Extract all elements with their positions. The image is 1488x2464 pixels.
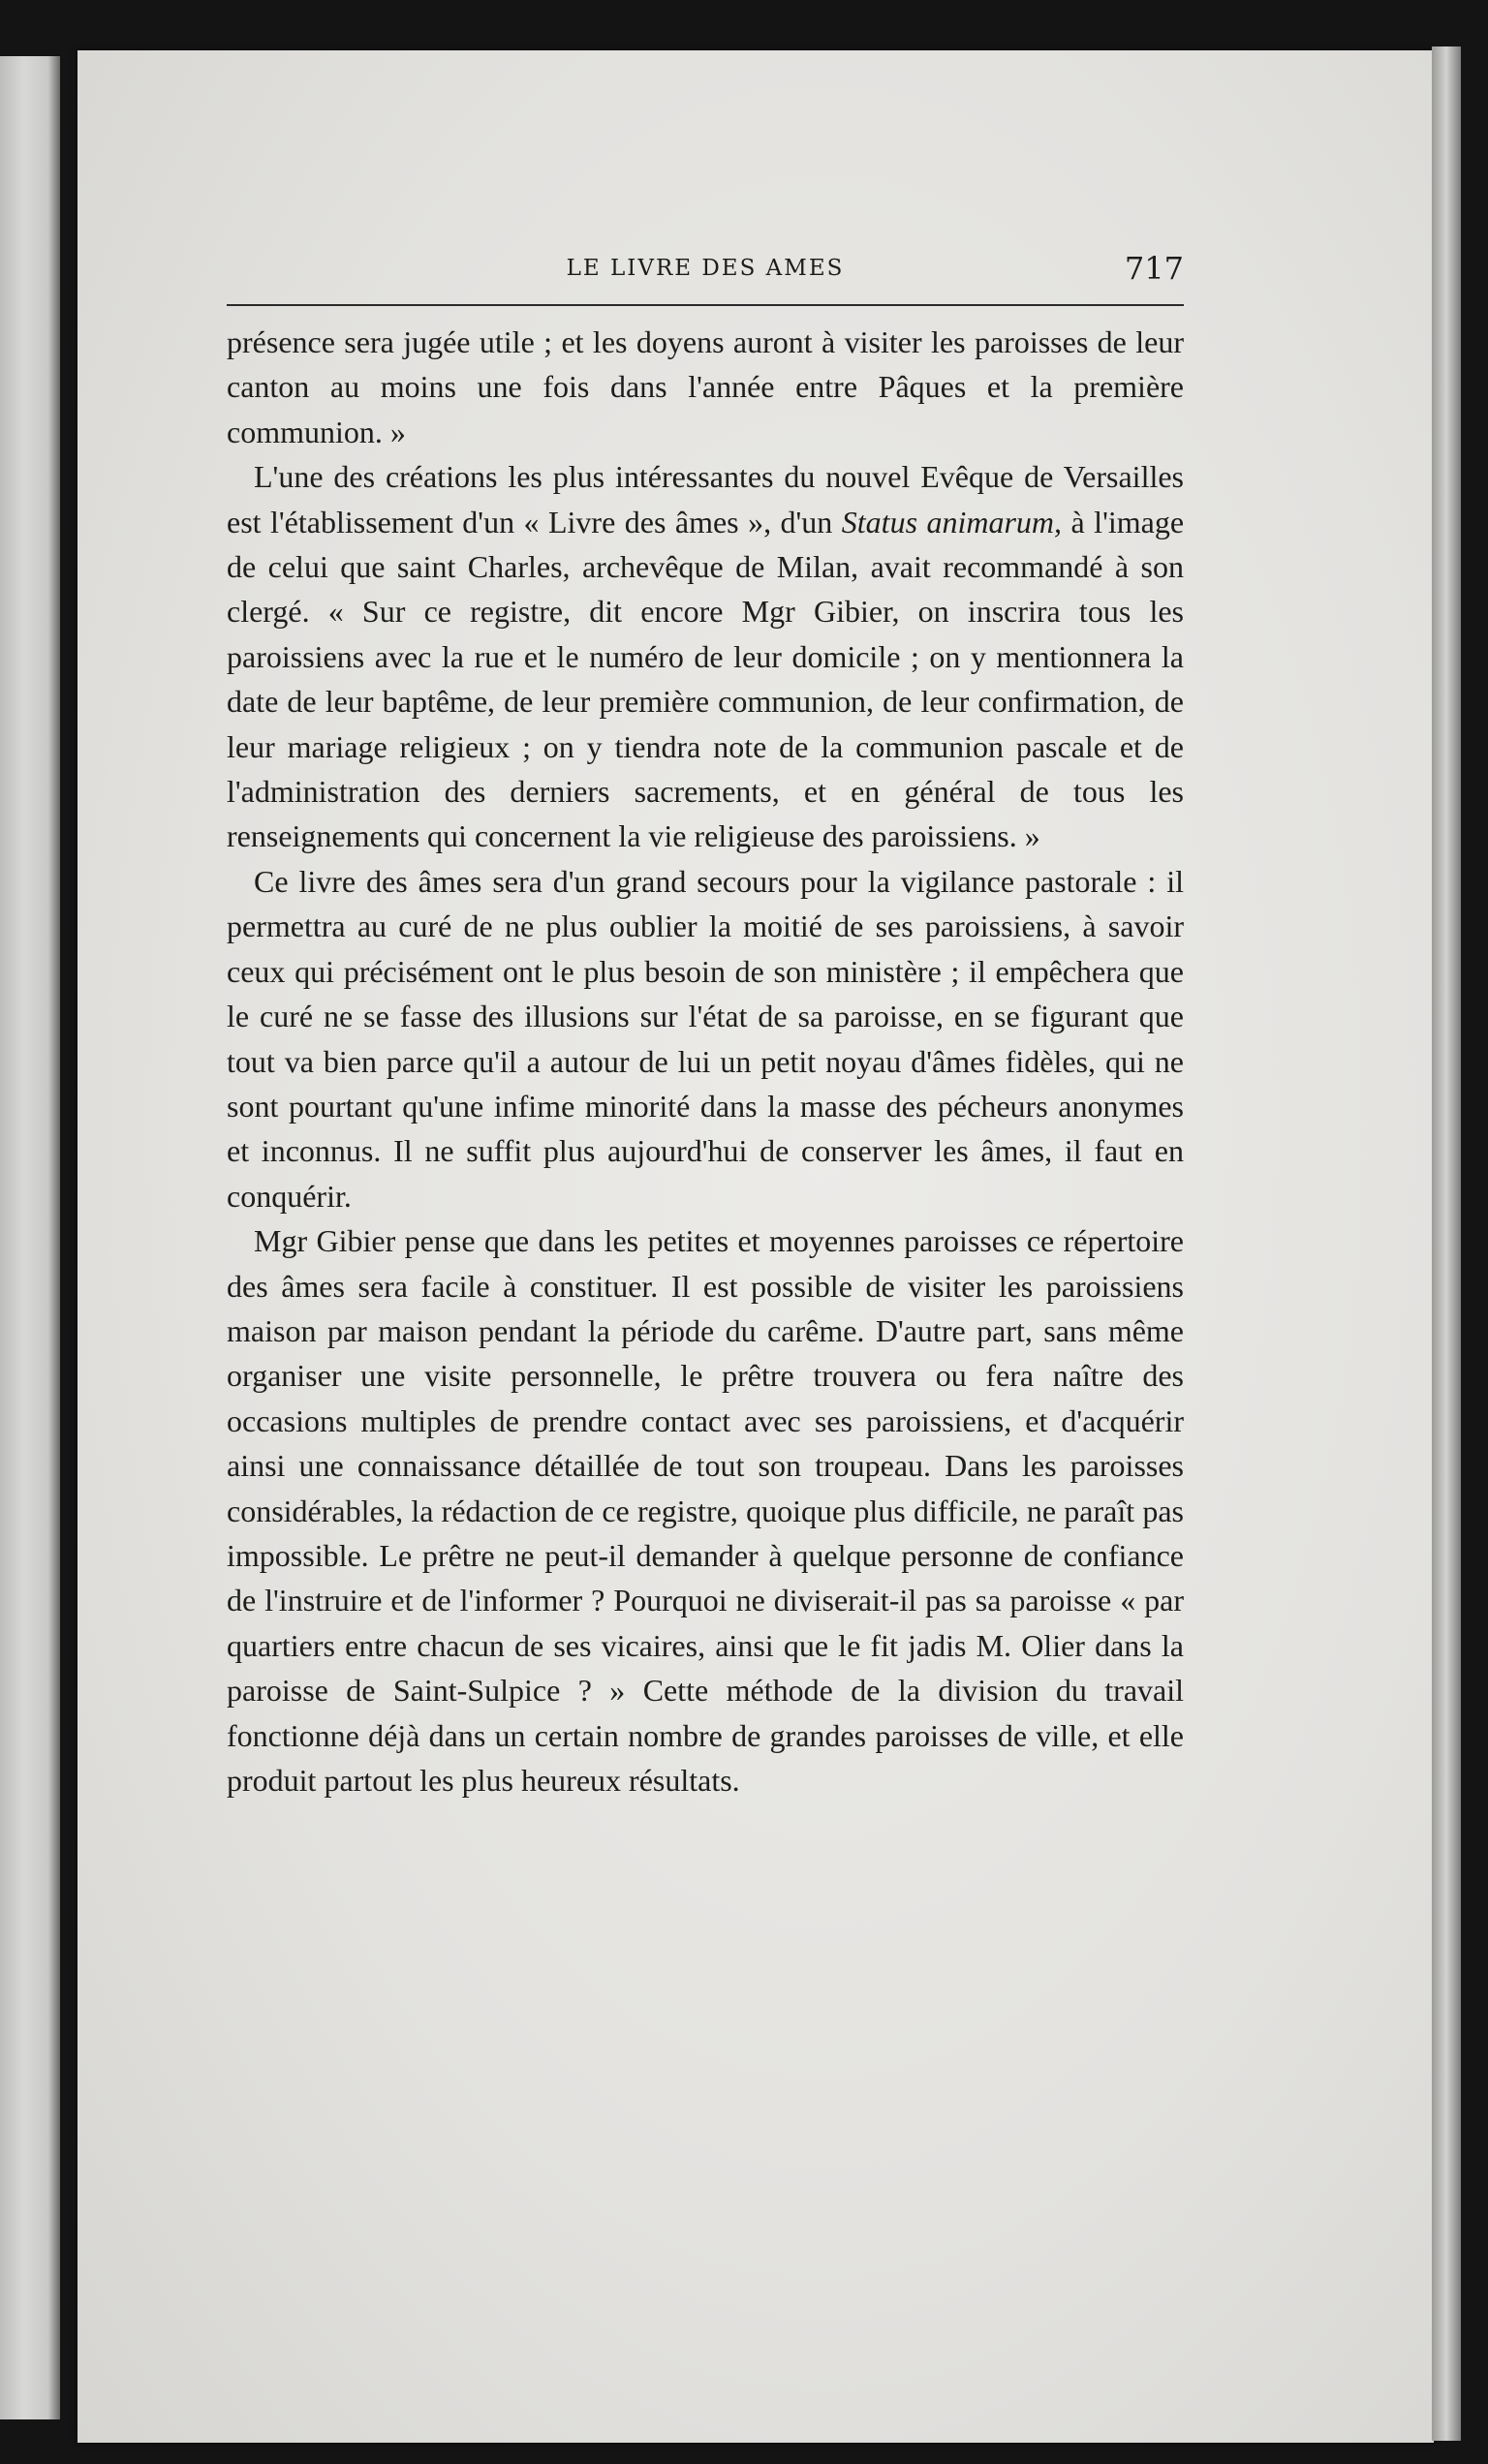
- page-fore-edge: [1432, 46, 1461, 2441]
- page-number: 717: [1124, 250, 1184, 287]
- paragraph-1: présence sera jugée utile ; et les doyens auront à visiter les paroisses de leur canton au moins une fois dans l'année entre Pâques et la première communion. »: [227, 324, 1184, 449]
- header-rule: [227, 304, 1184, 306]
- previous-page-edge: [0, 56, 60, 2419]
- running-head: [227, 250, 1184, 298]
- paragraph-2-start: L'une des créations les plus intéressantes du nouvel Evêque de Versailles est l'établissement d'un « Livre des âmes », d'un: [227, 459, 1184, 539]
- status-animarum-italic: Status animarum,: [841, 504, 1063, 539]
- paragraph-4: Mgr Gibier pense que dans les petites et moyennes paroisses ce répertoire des âmes sera facile à constituer. Il est possible de visiter les paroissiens maison par maison pendant la période du carême. D'autre part, sans même organiser une visite personnelle, le prêtre trouvera ou fera naître des occasions multiples de prendre contact avec ses paroissiens, et d'acquérir ainsi une connaissance détaillée de tout son troupeau. Dans les paroisses considérables, la rédaction de ce registre, quoique plus difficile, ne paraît pas impossible. Le prêtre ne peut-il demander à quelque personne de confiance de l'instruire et de l'informer ? Pourquoi ne diviserait-il pas sa paroisse « par quartiers entre chacun de ses vicaires, ainsi que le fit jadis M. Olier dans la paroisse de Saint-Sulpice ? » Cette méthode de la division du travail fonctionne déjà dans un certain nombre de grandes paroisses de ville, et elle produit partout les plus heureux résultats.: [227, 1223, 1184, 1798]
- running-title: LE LIVRE DES AMES: [566, 256, 845, 281]
- paragraph-3: Ce livre des âmes sera d'un grand secours pour la vigilance pastorale : il permettra au curé de ne plus oublier la moitié de ses paroissiens, à savoir ceux qui précisément ont le plus besoin de son ministère ; il empêchera que le curé ne se fasse des illusions sur l'état de sa paroisse, en se figurant que tout va bien parce qu'il a autour de lui un petit noyau d'âmes fidèles, qui ne sont pourtant qu'une infime minorité dans la masse des pécheurs anonymes et inconnus. Il ne suffit plus aujourd'hui de conserver les âmes, il faut en conquérir.: [227, 863, 1184, 1214]
- paragraph-2: [227, 454, 1184, 859]
- paragraph-2-end: à l'image de celui que saint Charles, archevêque de Milan, avait recommandé à son clergé. « Sur ce registre, dit encore Mgr Gibier, on inscrira tous les paroissiens avec la rue et le numéro de leur domicile ; on y mentionnera la date de leur baptême, de leur première communion, de leur confirmation, de leur mariage religieux ; on y tiendra note de la communion pascale et de l'administration des derniers sacrements, et en général de tous les renseignements qui concernent la vie religieuse des paroissiens. »: [227, 504, 1185, 854]
- body-text: [227, 320, 1184, 1802]
